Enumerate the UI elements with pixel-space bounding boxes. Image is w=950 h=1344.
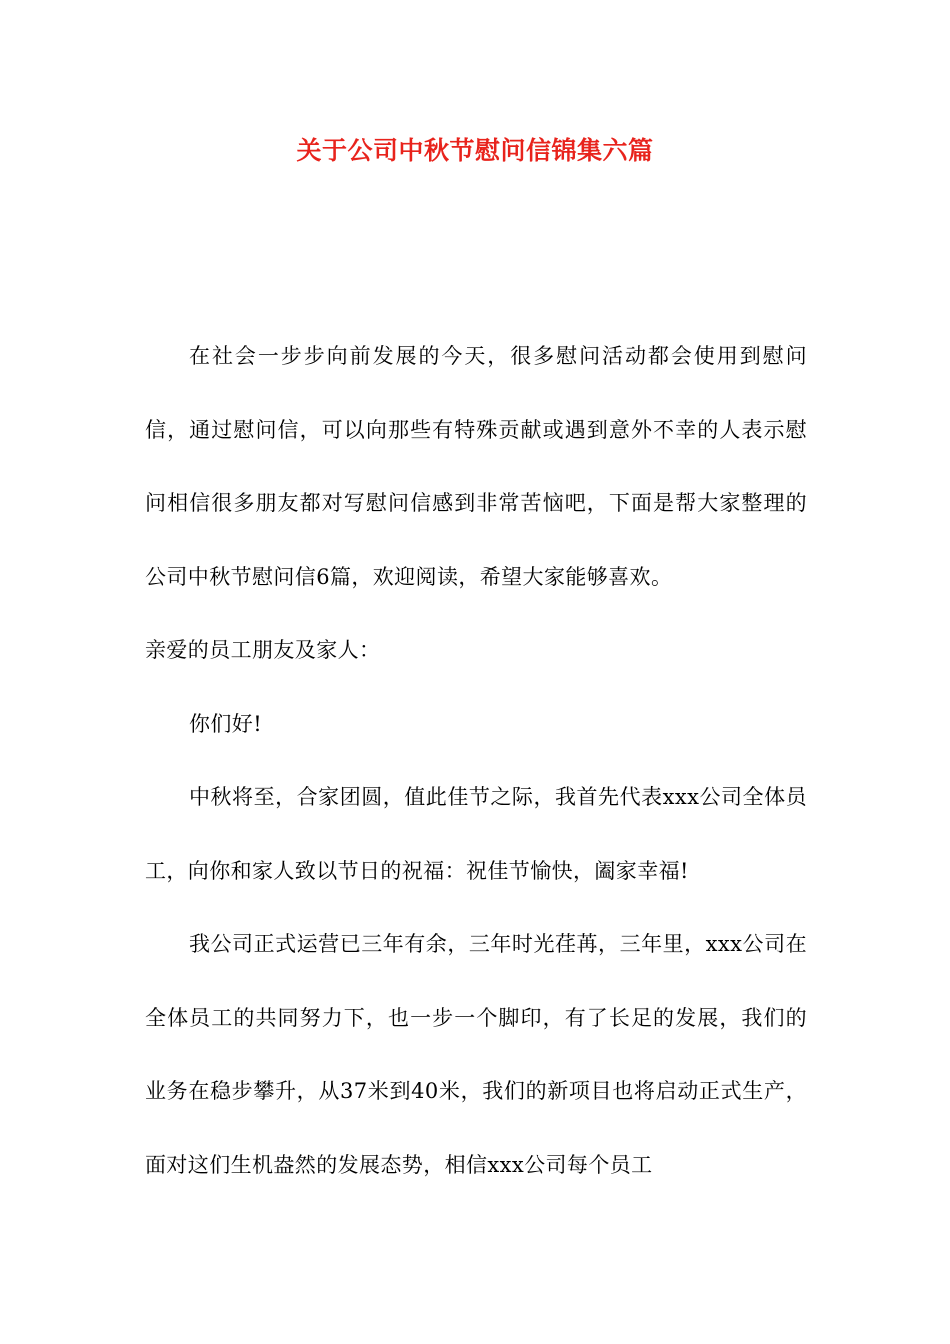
intro-paragraph: 在社会一步步向前发展的今天，很多慰问活动都会使用到慰问信，通过慰问信，可以向那些有特殊贡献或遇到意外不幸的人表示慰问相信很多朋友都对写慰问信感到非常苦恼吧，下面是帮大家整理的公司中秋节慰问信6篇，欢迎阅读，希望大家能够喜欢。 — [145, 344, 807, 589]
company-development-paragraph: 我公司正式运营已三年有余，三年时光荏苒，三年里，xxx公司在全体员工的共同努力下，也一步一个脚印，有了长足的发展，我们的业务在稳步攀升，从37米到40米，我们的新项目也将启动正式生产，面对这们生机盎然的发展态势，相信xxx公司每个员工 — [145, 932, 807, 1177]
document-body — [145, 320, 807, 1202]
document-title: 关于公司中秋节慰问信锦集六篇 — [296, 136, 654, 165]
greeting: 你们好! — [189, 711, 263, 736]
festival-wishes-paragraph: 中秋将至，合家团圆，值此佳节之际，我首先代表xxx公司全体员工，向你和家人致以节日的祝福：祝佳节愉快，阖家幸福! — [145, 785, 807, 883]
salutation: 亲爱的员工朋友及家人： — [145, 638, 381, 662]
